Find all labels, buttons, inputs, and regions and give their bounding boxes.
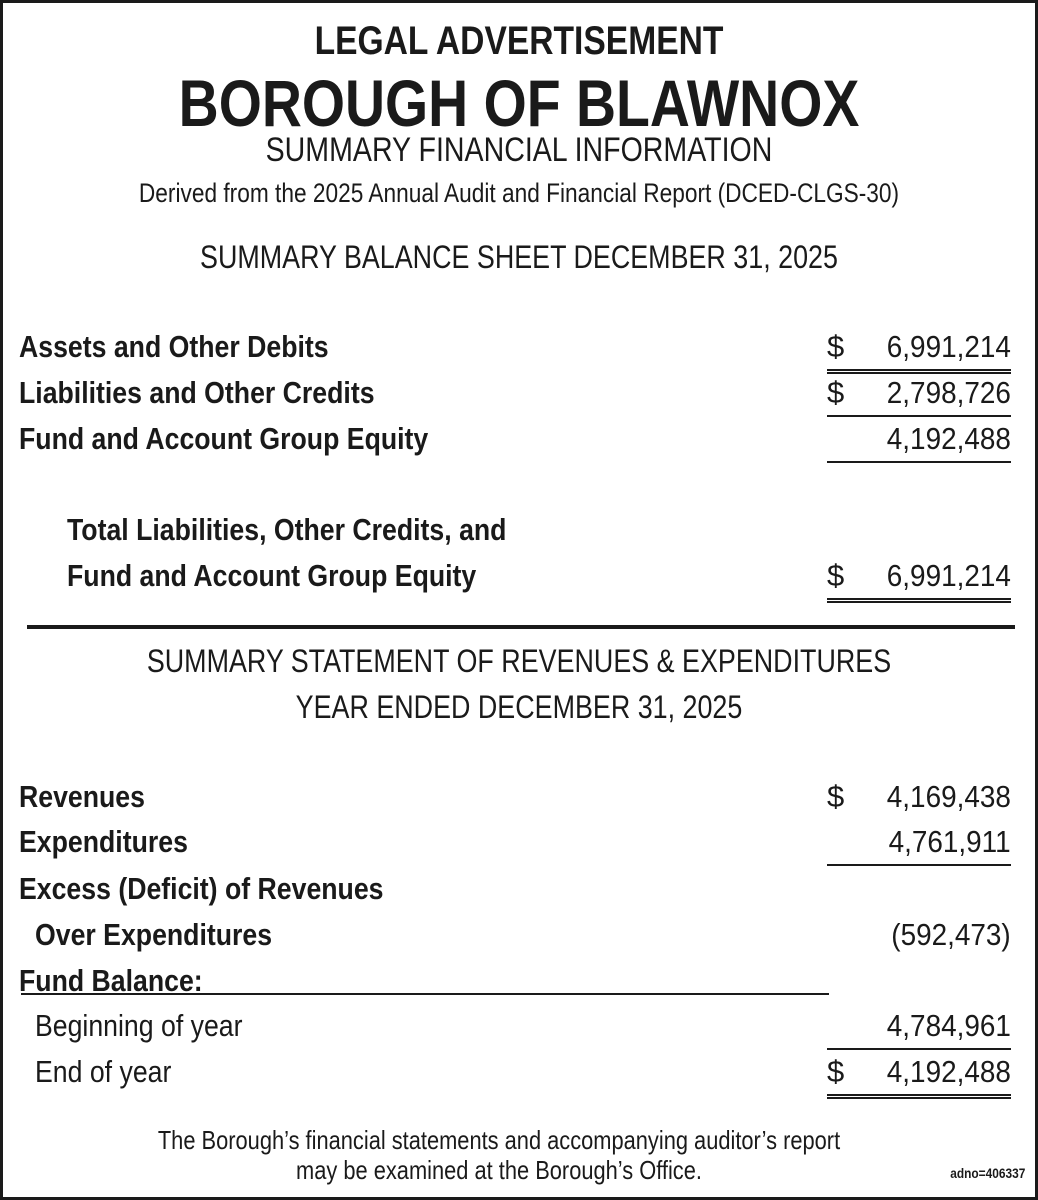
row-label: Fund Balance: [19,963,203,998]
row-fund-equity [3,421,1035,461]
currency-sign: $ [827,329,845,364]
row-total [3,558,1035,598]
row-amount [827,1008,1011,1050]
amount-value: 6,991,214 [886,329,1011,364]
section-divider [27,625,1015,629]
amount-value: 6,991,214 [886,558,1011,593]
currency-sign: $ [827,558,845,593]
row-label: Expenditures [19,824,188,859]
footer-note-line2: may be examined at the Borough’s Office. [296,1155,702,1185]
row-revenues [3,779,1035,819]
row-amount [827,779,1011,819]
source-note: Derived from the 2025 Annual Audit and Financial Report (DCED-CLGS-30) [138,178,900,208]
row-excess-line1 [3,871,1035,911]
row-label: End of year [35,1054,172,1089]
amount-value: 2,798,726 [886,375,1011,410]
row-beginning [3,1008,1035,1048]
row-label: Beginning of year [35,1008,243,1043]
currency-sign: $ [827,1054,845,1089]
row-liabilities [3,375,1035,415]
document-title: SUMMARY FINANCIAL INFORMATION [265,131,773,169]
row-label: Total Liabilities, Other Credits, and [67,512,507,547]
row-amount [827,421,1011,463]
revenue-statement-period: YEAR ENDED DECEMBER 31, 2025 [295,689,743,725]
row-amount [827,1054,1011,1099]
balance-sheet-heading: SUMMARY BALANCE SHEET DECEMBER 31, 2025 [200,239,838,275]
fund-balance-underline [21,993,829,995]
row-assets [3,329,1035,369]
entity-name: BOROUGH OF BLAWNOX [178,66,860,140]
revenue-statement-heading: SUMMARY STATEMENT OF REVENUES & EXPENDITURES [146,643,892,679]
row-excess [3,917,1035,957]
row-label: Assets and Other Debits [19,329,329,364]
row-amount [827,824,1011,866]
currency-sign: $ [827,779,845,814]
row-label: Liabilities and Other Credits [19,375,375,410]
row-amount [827,558,1011,603]
row-total-line1 [3,512,1035,552]
row-fund-balance [3,963,1035,1003]
amount-value: 4,192,488 [886,1054,1011,1089]
amount-value: 4,784,961 [886,1008,1011,1043]
ad-number: adno=406337 [949,1165,1025,1181]
row-label: Excess (Deficit) of Revenues [19,871,384,906]
row-amount [827,375,1011,417]
row-amount [827,917,1011,957]
amount-value: 4,169,438 [886,779,1011,814]
currency-sign: $ [827,375,845,410]
row-amount [827,329,1011,374]
amount-value: 4,761,911 [888,824,1011,859]
amount-value: 4,192,488 [886,421,1011,456]
row-label: Revenues [19,779,145,814]
amount-value: (592,473) [891,917,1011,952]
row-label: Over Expenditures [35,917,273,952]
row-end [3,1054,1035,1094]
row-label: Fund and Account Group Equity [19,421,429,456]
footer-note-line1: The Borough’s financial statements and accompanying auditor’s report [157,1125,841,1155]
notice-type: LEGAL ADVERTISEMENT [314,19,724,63]
row-label: Fund and Account Group Equity [67,558,477,593]
row-expenditures [3,824,1035,864]
